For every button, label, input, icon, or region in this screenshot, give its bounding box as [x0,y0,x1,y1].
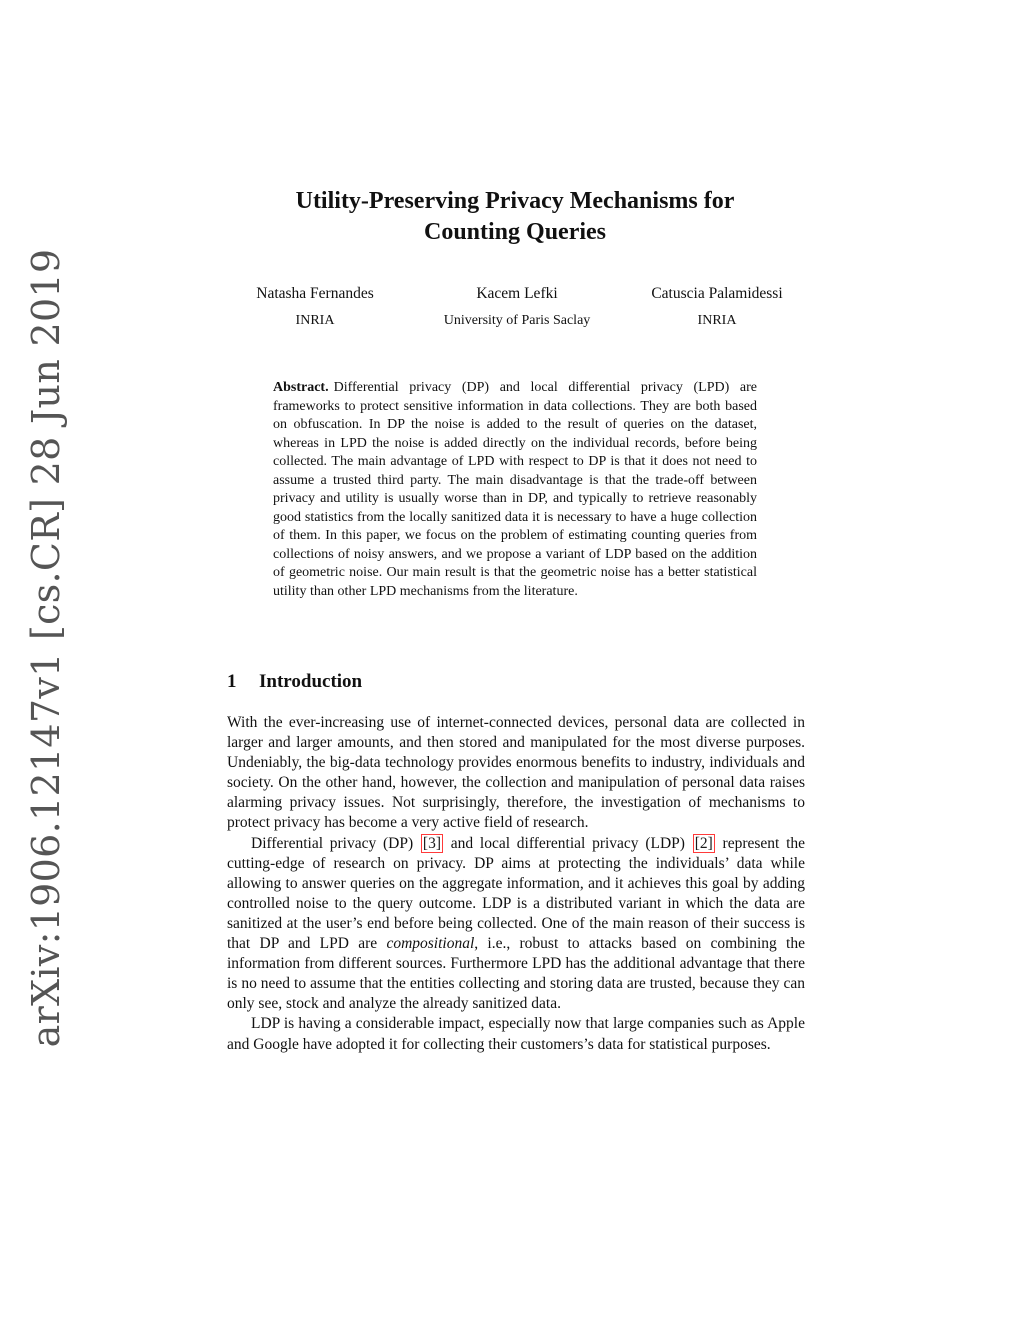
arxiv-identifier: arXiv:1906.12147v1 [cs.CR] 28 Jun 2019 [24,248,68,1048]
paragraph-2-text: and local differential privacy (LDP) [450,834,685,852]
author-name: Catuscia Palamidessi [651,285,783,302]
title-line-2: Counting Queries [423,219,606,245]
paragraph-2-text: , i.e., robust to attacks based on combining the information from different sources. Furthermore LPD has the additional advantage that there is no need to assume that the entities collecting and storing data are trusted, because they can only see, stock and analyze the already sanitized data. [227,935,805,1013]
author-name: Natasha Fernandes [256,285,374,302]
author-affiliation: INRIA [697,313,737,328]
title-line-1: Utility-Preserving Privacy Mechanisms for [295,188,735,214]
paragraph-3: LDP is having a considerable impact, especially now that large companies such as Apple and Google have adopted it for collecting their customers’s data for statistical purposes. [227,1015,805,1053]
section-number: 1 [227,671,237,692]
paragraph-2-text: represent the cutting-edge of research on privacy. DP aims at protecting the individuals’ data while allowing to answer queries on the aggregate information, and it achieves this goal by adding controlled noise to the query outcome. LDP is a distributed variant in which the data are sanitized at the user’s end before being collected. One of the main reason of their success is that DP and LPD are [227,834,806,953]
section-heading [227,670,362,694]
author-1 [205,284,425,331]
abstract-text: Differential privacy (DP) and local differential privacy (LPD) are frameworks to protect sensitive information in data collections. They are both based on obfuscation. In DP the noise is added to the result of queries on the dataset, whereas in LPD the noise is added directly on the individual records, before being collected. The main advantage of LPD with respect to DP is that it does not need to assume a trusted third party. The main disadvantage is that the trade-off between privacy and utility is usually worse than in DP, and typically to retrieve reasonably good statistics from the locally sanitized data it is necessary to have a huge collection of them. In this paper, we focus on the problem of estimating counting queries from collections of noisy answers, and we propose a variant of LDP based on the addition of geometric noise. Our main result is that the geometric noise has a better statistical utility than other LPD mechanisms from the literature. [273,380,757,599]
citation-link[interactable]: [3] [422,834,441,852]
author-name: Kacem Lefki [476,285,558,302]
author-affiliation: INRIA [295,313,335,328]
citation-link[interactable]: [2] [694,834,713,852]
author-affiliation: University of Paris Saclay [443,313,591,328]
section-body [227,713,805,1055]
abstract-label: Abstract. [273,380,329,395]
emphasis-text: compositional [386,935,475,953]
paragraph-2 [227,834,805,1015]
paragraph-2-text: Differential privacy (DP) [251,834,414,852]
section-title: Introduction [259,671,363,692]
abstract [273,379,757,601]
author-3 [607,284,827,331]
paragraph-1: With the ever-increasing use of internet-connected devices, personal data are collected in larger and larger amounts, and then stored and manipulated for the most diverse purposes. Undeniably, the big-data technology provides enormous benefits to industry, individuals and society. On the other hand, however, the collection and manipulation of personal data raises alarming privacy issues. Not surprisingly, therefore, the investigation of mechanisms to protect privacy has become a very active field of research. [227,714,805,832]
paper-title [200,186,830,248]
author-2 [407,284,627,331]
